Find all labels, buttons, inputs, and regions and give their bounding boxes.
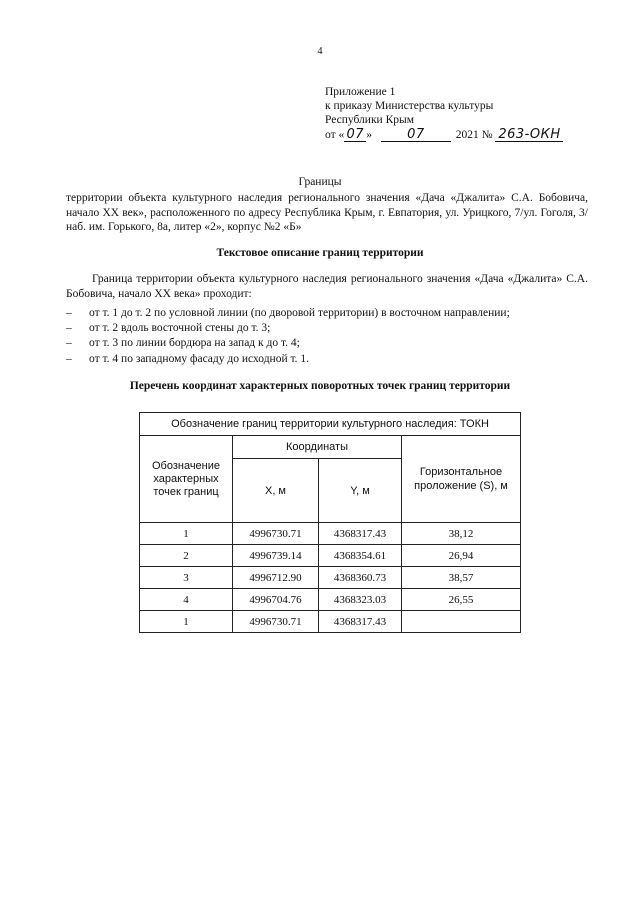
boundary-list <box>66 306 510 367</box>
list-item <box>66 321 510 336</box>
cell-s: 38,12 <box>402 523 521 545</box>
list-item <box>66 306 510 321</box>
cell-s: 26,55 <box>402 589 521 611</box>
list-dash: – <box>66 307 72 319</box>
cell-x: 4996730.71 <box>233 523 319 545</box>
table-row <box>140 545 521 567</box>
table-row <box>140 523 521 545</box>
cell-x: 4996712.90 <box>233 567 319 589</box>
handwritten-order-number: 263-ОКН <box>495 129 563 142</box>
header-point-designation: Обозначение характерных точек границ <box>140 436 233 523</box>
header-y: Y, м <box>319 459 402 523</box>
date-year-number: 2021 № <box>455 128 493 141</box>
date-month-sep: » <box>366 128 372 141</box>
cell-y: 4368317.43 <box>319 611 402 633</box>
header-coordinates: Координаты <box>233 436 402 459</box>
intro-paragraph: Граница территории объекта культурного наследия регионального значения «Дача «Джалита» С.А. Бобовича, начало XX века» проходит: <box>66 273 588 300</box>
coordinates-table <box>139 412 521 633</box>
page-number: 4 <box>317 46 323 57</box>
cell-x: 4996739.14 <box>233 545 319 567</box>
cell-point: 4 <box>140 589 233 611</box>
cell-point: 3 <box>140 567 233 589</box>
cell-y: 4368317.43 <box>319 523 402 545</box>
handwritten-day: 07 <box>344 129 366 142</box>
cell-s: 38,57 <box>402 567 521 589</box>
list-dash: – <box>66 352 72 365</box>
cell-point: 1 <box>140 611 233 633</box>
cell-y: 4368354.61 <box>319 545 402 567</box>
list-item-text: от т. 4 по западному фасаду до исходной т. 1. <box>89 352 310 365</box>
table-row <box>140 589 521 611</box>
list-item <box>66 352 510 367</box>
cell-s <box>402 611 521 633</box>
list-item-text: от т. 2 вдоль восточной стены до т. 3; <box>89 322 271 335</box>
table-caption: Обозначение границ территории культурного наследия: ТОКН <box>140 413 521 436</box>
list-dash: – <box>66 337 72 350</box>
subject-paragraph: территории объекта культурного наследия регионального значения «Дача «Джалита» С.А. Бобовича, начало XX век», расположенного по адресу Республика Крым, г. Евпатория, ул. Урицкого, 7/ул. Гоголя, 3/наб. им. Горького, 8а, литер «2», корпус №2 «Б» <box>66 192 588 233</box>
date-prefix: от « <box>325 128 345 141</box>
appendix-block <box>325 85 563 142</box>
appendix-line-3: Республики Крым <box>325 114 414 127</box>
list-item-text: от т. 3 по линии бордюра на запад к до т. 4; <box>89 337 300 350</box>
handwritten-month: 07 <box>381 129 451 142</box>
list-dash: – <box>66 322 72 335</box>
cell-x: 4996730.71 <box>233 611 319 633</box>
section-title-description: Текстовое описание границ территории <box>216 247 424 259</box>
cell-x: 4996704.76 <box>233 589 319 611</box>
cell-point: 2 <box>140 545 233 567</box>
appendix-line-1: Приложение 1 <box>325 86 396 98</box>
cell-point: 1 <box>140 523 233 545</box>
table-row <box>140 567 521 589</box>
cell-s: 26,94 <box>402 545 521 567</box>
list-item <box>66 336 510 351</box>
header-horizontal-distance: Горизонтальное проложение (S), м <box>402 436 521 523</box>
appendix-date-line <box>325 128 563 142</box>
section-title-coordinates: Перечень координат характерных поворотных точек границ территории <box>129 380 511 392</box>
list-item-text: от т. 1 до т. 2 по условной линии (по дворовой территории) в восточном направлении; <box>89 307 510 319</box>
header-x: X, м <box>233 459 319 523</box>
document-heading: Границы <box>298 176 342 188</box>
table-row <box>140 611 521 633</box>
appendix-line-2: к приказу Министерства культуры <box>325 100 494 113</box>
cell-y: 4368323.03 <box>319 589 402 611</box>
cell-y: 4368360.73 <box>319 567 402 589</box>
